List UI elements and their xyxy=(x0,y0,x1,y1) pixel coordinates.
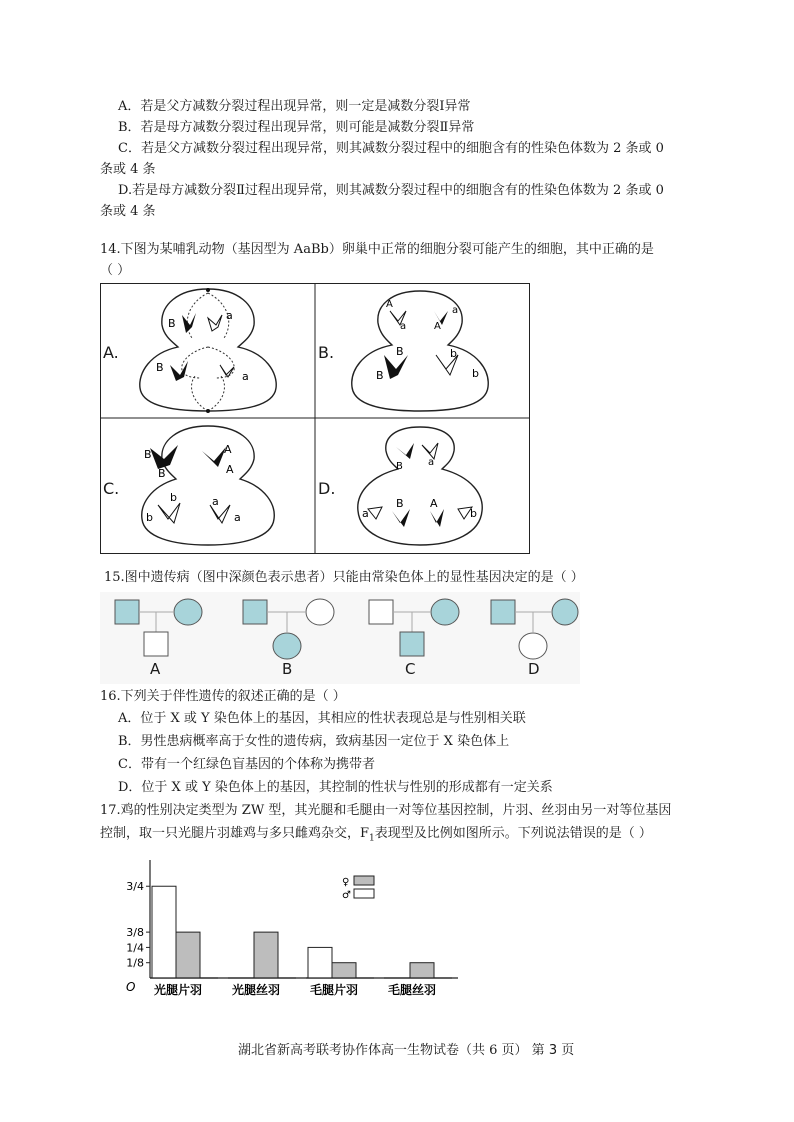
q16-option-c: C．带有一个红绿色盲基因的个体称为携带者 xyxy=(118,757,375,772)
cell-label-b: B. xyxy=(318,343,335,362)
chart-y-tick-label: 1/4 xyxy=(126,941,144,955)
page-footer xyxy=(238,1042,574,1060)
cell-c-allele-A2: A xyxy=(226,463,234,476)
cell-d-allele-B1: B xyxy=(396,461,403,472)
q17-stem-line2-pre: 控制，取一只光腿片羽雄鸡与多只雌鸡杂交，F xyxy=(100,826,370,841)
cell-d-allele-b: b xyxy=(470,507,477,520)
cell-a-allele-B2: B xyxy=(156,361,164,374)
chart-legend-swatch xyxy=(354,876,374,885)
chart-bar xyxy=(332,963,356,978)
cell-label-d: D. xyxy=(318,479,336,498)
cell-a-allele-B1: B xyxy=(168,317,176,330)
chart-category-label: 毛腿片羽 xyxy=(309,983,359,997)
cell-b-allele-a2: a xyxy=(452,305,459,316)
q14-stem-line2: （ ） xyxy=(100,263,131,278)
pedigree-c xyxy=(369,599,459,656)
cell-grid xyxy=(100,283,530,554)
cell-c-allele-B1: B xyxy=(144,448,152,461)
pedigree-d xyxy=(491,599,578,659)
q13-option-b: B．若是母方减数分裂过程出现异常，则可能是减数分裂Ⅱ异常 xyxy=(118,120,475,135)
q13-option-d-line1: D.若是母方减数分裂Ⅱ过程出现异常，则其减数分裂过程中的细胞含有的性染色体数为 2 条或 0 xyxy=(118,183,664,198)
cell-label-c: C. xyxy=(103,479,120,498)
q17-stem-line1: 17.鸡的性别决定类型为 ZW 型，其光腿和毛腿由一对等位基因控制，片羽、丝羽由另一对等位基因 xyxy=(100,803,672,818)
pedigree-b xyxy=(243,599,334,659)
footer-page-number: 3 xyxy=(548,1043,558,1058)
cell-b-allele-B1: B xyxy=(396,345,404,358)
q16-option-b: B．男性患病概率高于女性的遗传病，致病基因一定位于 X 染色体上 xyxy=(118,734,510,749)
q17-chart xyxy=(108,858,478,1004)
chart-bar xyxy=(308,947,332,978)
chart-category-label: 光腿片羽 xyxy=(153,983,203,997)
q16-stem: 16.下列关于伴性遗传的叙述正确的是（ ） xyxy=(100,689,346,704)
pedigree-label-b: B xyxy=(282,660,293,678)
chart-bar xyxy=(152,886,176,978)
cell-c-allele-b1: b xyxy=(170,491,177,504)
q13-option-c-line1: C．若是父方减数分裂过程出现异常，则其减数分裂过程中的细胞含有的性染色体数为 2 条或 0 xyxy=(118,141,664,156)
pedigree-a xyxy=(115,599,202,656)
pedigree-label-d: D xyxy=(528,660,540,678)
chart-y-tick-label: 1/8 xyxy=(126,956,144,970)
q14-cell-figure xyxy=(100,283,530,554)
cell-d-allele-a2: a xyxy=(362,507,369,520)
pedigree-set xyxy=(100,592,580,684)
q16-option-a: A．位于 X 或 Y 染色体上的基因，其相应的性状表现总是与性别相关联 xyxy=(118,711,526,726)
footer-suffix: 页 xyxy=(557,1043,575,1058)
cell-b-allele-a1: a xyxy=(400,321,407,332)
cell-c-allele-a1: a xyxy=(212,495,219,508)
cell-c-allele-A1: A xyxy=(224,443,232,456)
chart-y-tick-label: 3/4 xyxy=(126,880,144,894)
cell-d-allele-a1: a xyxy=(428,457,435,468)
cell-b-allele-A2: A xyxy=(434,321,441,332)
chart-category-label: 毛腿丝羽 xyxy=(387,983,437,997)
chart-category-label: 光腿丝羽 xyxy=(231,983,281,997)
chart-legend-swatch xyxy=(354,889,374,898)
chart-legend-label: ♂ xyxy=(342,890,351,901)
cell-label-a: A. xyxy=(103,343,119,362)
q17-stem-line2 xyxy=(100,825,652,848)
cell-c-allele-b2: b xyxy=(146,511,153,524)
q15-stem: 15.图中遗传病（图中深颜色表示患者）只能由常染色体上的显性基因决定的是（ ） xyxy=(104,570,584,585)
chart-legend-label: ♀ xyxy=(342,877,350,888)
q17-bar-chart xyxy=(108,858,478,1004)
chart-bar xyxy=(254,932,278,978)
q16-option-d: D．位于 X 或 Y 染色体上的基因，其控制的性状与性别的形成都有一定关系 xyxy=(118,780,553,795)
q17-stem-subscript: 1 xyxy=(369,833,375,844)
q13-option-c-line2: 条或 4 条 xyxy=(100,162,156,177)
cell-c-allele-a2: a xyxy=(234,511,241,524)
q17-stem-line2-post: 表现型及比例如图所示。下列说法错误的是（ ） xyxy=(374,826,652,841)
cell-a-allele-a1: a xyxy=(226,309,233,322)
q13-option-d-line2: 条或 4 条 xyxy=(100,204,156,219)
cell-c-allele-B2: B xyxy=(158,467,166,480)
cell-a-allele-a2: a xyxy=(242,370,249,383)
pedigree-label-a: A xyxy=(150,660,161,678)
cell-b-allele-b2: b xyxy=(472,367,479,380)
cell-b-allele-B2: B xyxy=(376,369,384,382)
chart-y-tick-label: 3/8 xyxy=(126,926,144,940)
pedigree-label-c: C xyxy=(405,660,416,678)
cell-d-allele-B2: B xyxy=(396,497,404,510)
chart-bar xyxy=(410,963,434,978)
chart-origin-label: O xyxy=(126,980,136,994)
q14-stem-line1: 14.下图为某哺乳动物（基因型为 AaBb）卵巢中正常的细胞分裂可能产生的细胞，其中正确的是 xyxy=(100,242,654,257)
cell-b-allele-b1: b xyxy=(450,347,457,360)
q13-option-a: A．若是父方减数分裂过程出现异常，则一定是减数分裂Ⅰ异常 xyxy=(118,99,471,114)
cell-b-allele-A1: A xyxy=(386,299,393,310)
footer-text: 湖北省新高考联考协作体高一生物试卷（共 6 页） 第 xyxy=(238,1043,549,1058)
chart-bar xyxy=(176,932,200,978)
q15-pedigree-figure xyxy=(100,592,580,684)
cell-d-allele-A: A xyxy=(430,497,438,510)
